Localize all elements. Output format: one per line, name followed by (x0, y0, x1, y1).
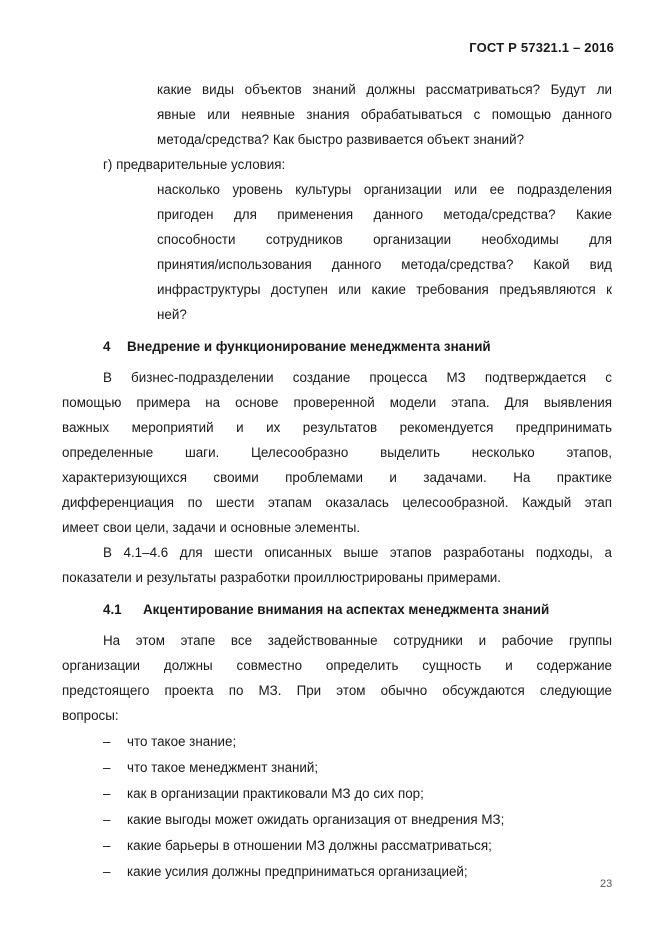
text-line: ней? (157, 307, 187, 322)
text-line: помощью примера на основе проверенной модели этапа. Для выявления (62, 395, 612, 410)
text-line: пригоден для применения данного метода/средства? Какие (157, 207, 612, 222)
text-line: организации должны совместно определить сущность и содержание (62, 658, 612, 673)
text-line: инфраструктуры доступен или какие требования предъявляются к (157, 282, 612, 297)
text-line: насколько уровень культуры организации или ее подразделения (157, 182, 612, 197)
page-number: 23 (600, 878, 613, 890)
text-line: На этом этапе все задействованные сотрудники и рабочие группы (103, 633, 612, 648)
text-line: определенные шаги. Целесообразно выделить несколько этапов, (62, 445, 612, 460)
text-line: явные или неявные знания обрабатываться с помощью данного (157, 107, 612, 122)
list-item-label: г) предварительные условия: (103, 157, 286, 172)
text-line: метода/средства? Как быстро развивается объект знаний? (157, 132, 525, 147)
list-item: какие барьеры в отношении МЗ должны рассматриваться; (127, 838, 492, 853)
bullet-marker: – (103, 864, 111, 879)
text-line: какие виды объектов знаний должны рассматриваться? Будут ли (157, 82, 612, 97)
bullet-marker: – (103, 760, 111, 775)
text-line: принятия/использования данного метода/средства? Какой вид (157, 257, 612, 272)
text-line: важных мероприятий и их результатов рекомендуется предпринимать (62, 420, 612, 435)
section-title: Внедрение и функционирование менеджмента знаний (127, 339, 491, 354)
bullet-marker: – (103, 812, 111, 827)
text-line: способности сотрудников организации необходимы для (157, 232, 612, 247)
text-line: имеет свои цели, задачи и основные элементы. (62, 520, 361, 535)
list-item: что такое менеджмент знаний; (127, 760, 319, 775)
text-line: предстоящего проекта по МЗ. При этом обычно обсуждаются следующие (62, 683, 612, 698)
subsection-number: 4.1 (103, 602, 122, 617)
section-number: 4 (103, 339, 111, 354)
list-item: как в организации практиковали МЗ до сих пор; (127, 786, 424, 801)
text-line: показатели и результаты разработки проиллюстрированы примерами. (62, 570, 502, 585)
bullet-marker: – (103, 838, 111, 853)
document-header: ГОСТ Р 57321.1 – 2016 (469, 40, 614, 55)
text-line: В 4.1–4.6 для шести описанных выше этапов разработаны подходы, а (103, 545, 612, 560)
text-line: характеризующихся своими проблемами и задачами. На практике (62, 470, 612, 485)
list-item: какие усилия должны предприниматься организацией; (127, 864, 468, 879)
text-line: В бизнес-подразделении создание процесса МЗ подтверждается с (103, 370, 612, 385)
list-item: что такое знание; (127, 734, 237, 749)
text-line: вопросы: (62, 708, 119, 723)
bullet-marker: – (103, 786, 111, 801)
subsection-title: Акцентирование внимания на аспектах менеджмента знаний (143, 602, 550, 617)
text-line: дифференциация по шести этапам оказалась целесообразной. Каждый этап (62, 495, 612, 510)
list-item: какие выгоды может ожидать организация от внедрения МЗ; (127, 812, 505, 827)
bullet-marker: – (103, 734, 111, 749)
